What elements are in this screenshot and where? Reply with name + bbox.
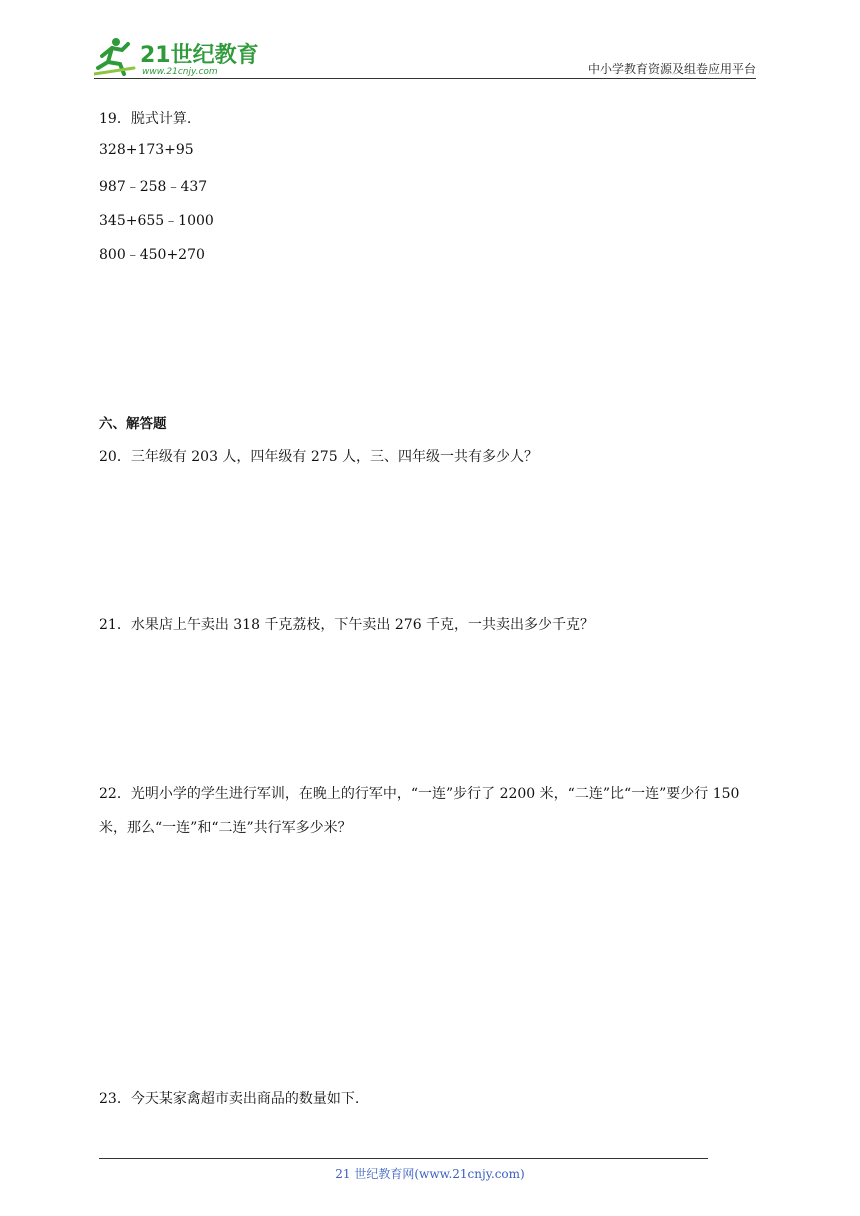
footer-divider [99,1158,708,1159]
svg-text:21世纪教育: 21世纪教育 [140,43,259,68]
svg-text:www.21cnjy.com: www.21cnjy.com [142,67,218,77]
section-heading: 六、解答题 [99,416,167,432]
question-22-line-1: 22．光明小学的学生进行军训，在晚上的行军中，“一连”步行了 2200 米，“二连”比“一连”要少行 150 [99,786,740,802]
q19-expression-3: 345+655﹣1000 [99,213,214,229]
site-logo[interactable] [94,34,264,78]
q19-expression-2: 987﹣258﹣437 [99,179,208,195]
runner-logo-icon [94,34,264,78]
header-slogan: 中小学教育资源及组卷应用平台 [587,62,756,76]
footer-link[interactable]: 21 世纪教育网(www.21cnjy.com) [335,1167,525,1181]
q19-expression-4: 800﹣450+270 [99,247,205,263]
question-20: 20．三年级有 203 人，四年级有 275 人，三、四年级一共有多少人？ [99,449,539,465]
question-19-title: 19．脱式计算. [99,111,192,127]
question-21: 21．水果店上午卖出 318 千克荔枝，下午卖出 276 千克，一共卖出多少千克？ [99,617,595,633]
question-23: 23．今天某家禽超市卖出商品的数量如下. [99,1091,360,1107]
header-divider [94,78,756,79]
q19-expression-1: 328+173+95 [99,142,194,158]
question-22-line-2: 米，那么“一连”和“二连”共行军多少米？ [99,820,352,836]
